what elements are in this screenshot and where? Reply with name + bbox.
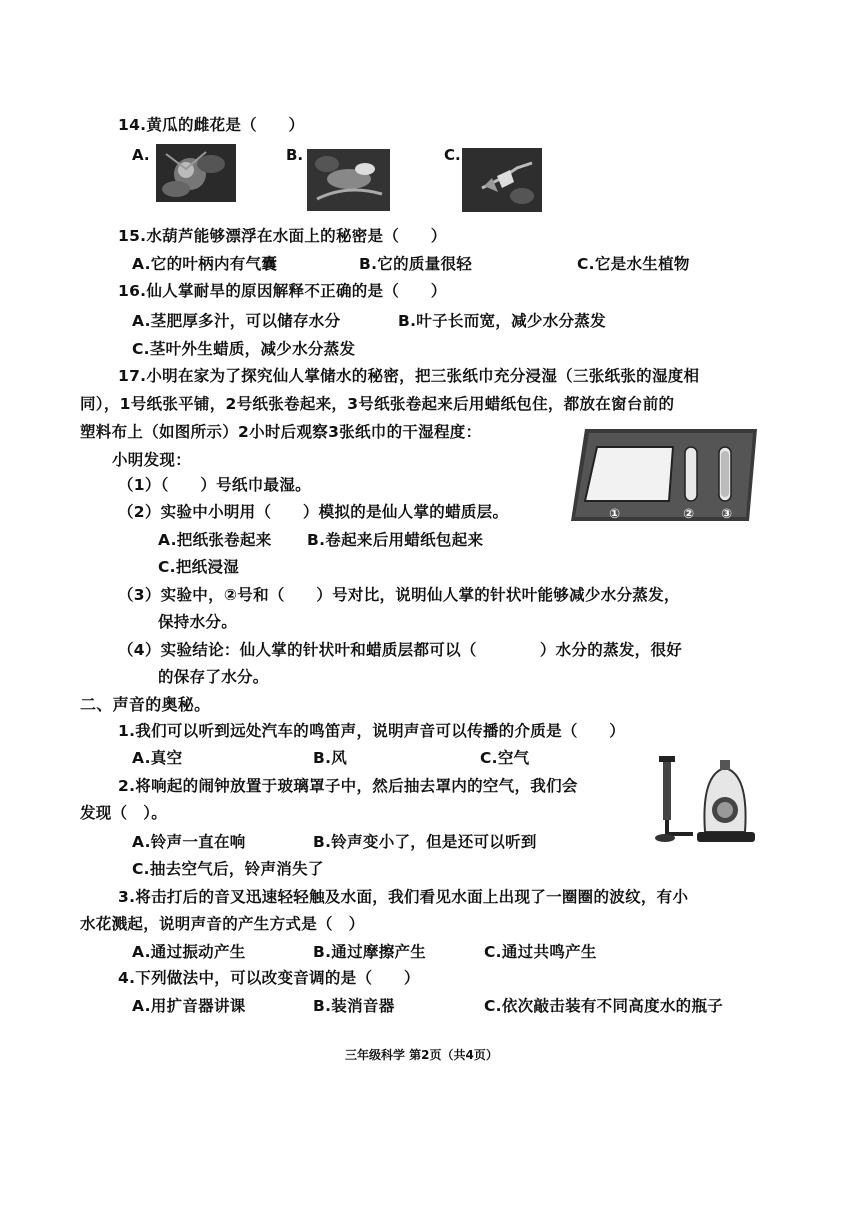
q15-option-a: A.它的叶柄内有气囊 <box>132 255 278 273</box>
q14-photo-c <box>462 148 542 212</box>
q17-figure-label-3: ③ <box>721 507 733 522</box>
q17-line-2: 同），1号纸张平铺，2号纸张卷起来，3号纸张卷起来后用蜡纸包住，都放在窗台前的 <box>80 395 675 413</box>
s2q1-option-c: C.空气 <box>480 749 530 767</box>
q17-experiment-figure <box>569 425 760 525</box>
s2q4-option-c: C.依次敲击装有不同高度水的瓶子 <box>484 997 724 1015</box>
q17-sub2: （2）实验中小明用（ ）模拟的是仙人掌的蜡质层。 <box>118 503 509 521</box>
q14-stem: 14.黄瓜的雌花是（ ） <box>118 116 305 134</box>
q14-option-a-label: A. <box>132 146 150 164</box>
section2-title: 二、声音的奥秘。 <box>80 695 211 714</box>
q16-option-b: B.叶子长而宽，减少水分蒸发 <box>398 312 606 330</box>
q14-photo-a <box>156 144 236 202</box>
q14-option-c-label: C. <box>444 146 461 164</box>
q14-photo-b <box>307 149 390 211</box>
s2q3-option-a: A.通过振动产生 <box>132 943 246 961</box>
q16-stem: 16.仙人掌耐旱的原因解释不正确的是（ ） <box>118 282 447 300</box>
q17-sub3-line-2: 保持水分。 <box>158 613 238 631</box>
q16-option-a: A.茎肥厚多汁，可以储存水分 <box>132 312 341 330</box>
s2q3-line-1: 3.将击打后的音叉迅速轻轻触及水面，我们看见水面上出现了一圈圈的波纹，有小 <box>118 888 689 906</box>
q17-found: 小明发现： <box>112 451 192 469</box>
q17-sub3-line-1: （3）实验中，②号和（ ）号对比，说明仙人掌的针状叶能够减少水分蒸发， <box>118 586 680 604</box>
s2q3-option-b: B.通过摩擦产生 <box>313 943 427 961</box>
q17-sub4-line-2: 的保存了水分。 <box>158 668 269 686</box>
q17-sub2-option-c: C.把纸浸湿 <box>158 558 240 576</box>
q17-line-3: 塑料布上（如图所示）2小时后观察3张纸巾的干湿程度： <box>80 423 482 441</box>
q15-option-b: B.它的质量很轻 <box>359 255 473 273</box>
q14-option-b-label: B. <box>286 146 304 164</box>
q15-stem: 15.水葫芦能够漂浮在水面上的秘密是（ ） <box>118 227 447 245</box>
s2q4-stem: 4.下列做法中，可以改变音调的是（ ） <box>118 969 420 987</box>
s2q2-line-2: 发现（ ）。 <box>80 804 168 822</box>
s2q2-option-c: C.抽去空气后，铃声消失了 <box>132 860 324 878</box>
bell-jar-figure <box>653 754 763 846</box>
q17-line-1: 17.小明在家为了探究仙人掌储水的秘密，把三张纸巾充分浸湿（三张纸张的湿度相 <box>118 367 700 385</box>
s2q1-option-b: B.风 <box>313 749 348 767</box>
s2q4-option-a: A.用扩音器讲课 <box>132 997 246 1015</box>
s2q2-option-b: B.铃声变小了，但是还可以听到 <box>313 833 537 851</box>
s2q1-option-a: A.真空 <box>132 749 183 767</box>
q17-sub2-option-b: B.卷起来后用蜡纸包起来 <box>307 531 484 549</box>
s2q2-option-a: A.铃声一直在响 <box>132 833 246 851</box>
s2q3-option-c: C.通过共鸣产生 <box>484 943 597 961</box>
q17-figure-label-2: ② <box>683 507 695 522</box>
q16-option-c: C.茎叶外生蜡质，减少水分蒸发 <box>132 340 356 358</box>
q17-sub1: （1）（ ）号纸巾最湿。 <box>118 476 311 494</box>
q17-figure-label-1: ① <box>609 507 621 522</box>
page-footer: 三年级科学 第2页（共4页） <box>345 1048 498 1062</box>
s2q3-line-2: 水花溅起，说明声音的产生方式是（ ） <box>80 915 365 933</box>
s2q4-option-b: B.装消音器 <box>313 997 395 1015</box>
q17-sub2-option-a: A.把纸张卷起来 <box>158 531 272 549</box>
s2q1-stem: 1.我们可以听到远处汽车的鸣笛声，说明声音可以传播的介质是（ ） <box>118 722 626 740</box>
q17-sub4-line-1: （4）实验结论：仙人掌的针状叶和蜡质层都可以（ ）水分的蒸发，很好 <box>118 641 683 659</box>
s2q2-line-1: 2.将响起的闹钟放置于玻璃罩子中，然后抽去罩内的空气，我们会 <box>118 777 578 795</box>
q15-option-c: C.它是水生植物 <box>577 255 690 273</box>
